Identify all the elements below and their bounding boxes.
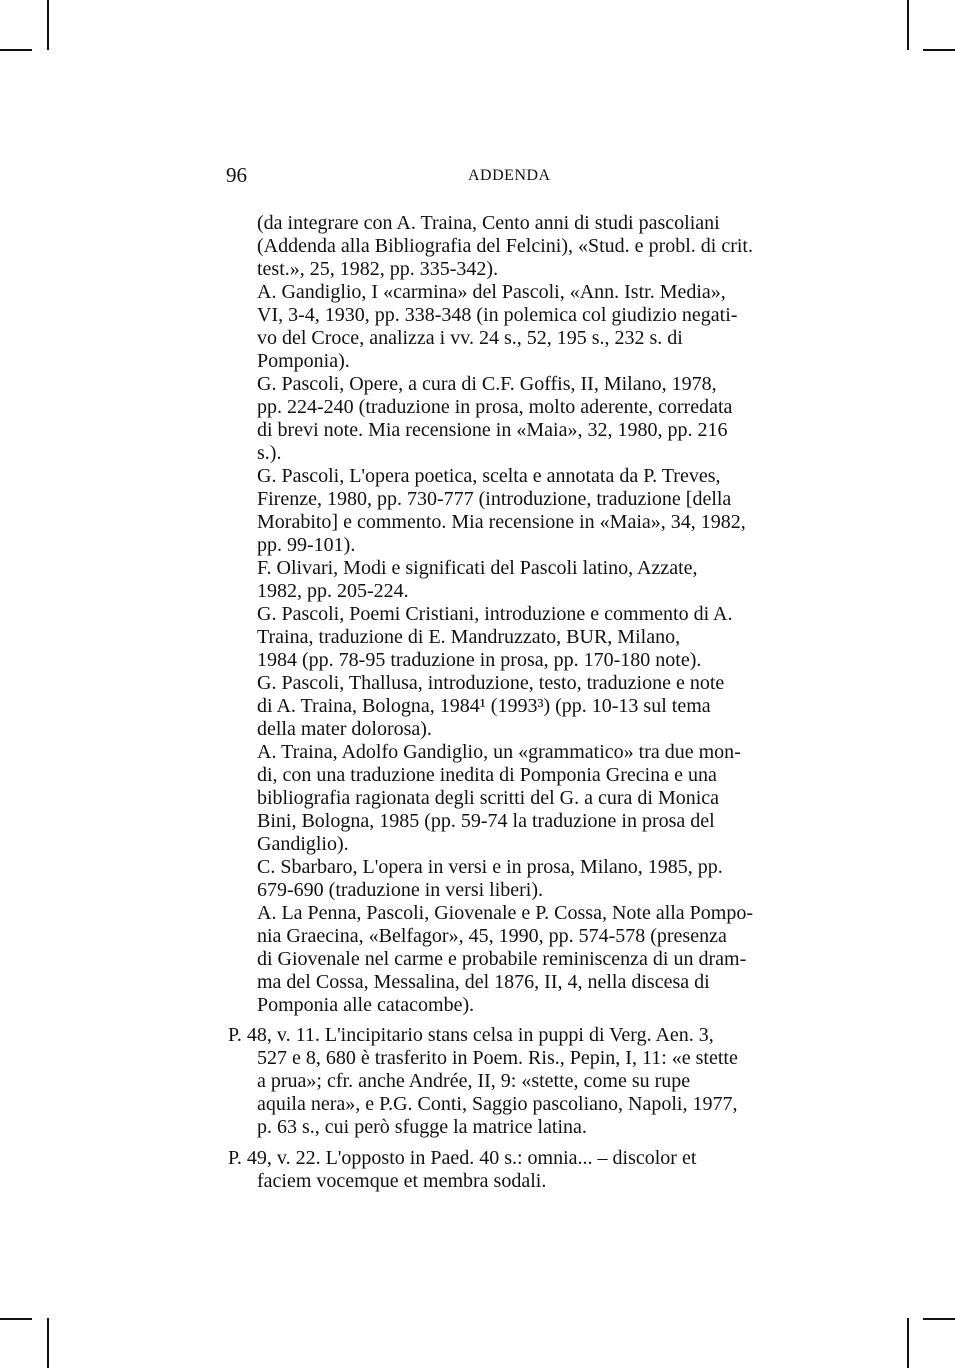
biblio-line: ma del Cossa, Messalina, del 1876, II, 4, nella discesa di: [257, 971, 710, 993]
biblio-line: A. La Penna, Pascoli, Giovenale e P. Cossa, Note alla Pompo-: [257, 902, 754, 924]
biblio-line: di brevi note. Mia recensione in «Maia», 32, 1980, pp. 216: [257, 419, 728, 441]
page-header: [226, 163, 786, 193]
note-line: faciem vocemque et membra sodali.: [257, 1170, 547, 1192]
biblio-line: di, con una traduzione inedita di Pomponia Grecina e una: [257, 764, 717, 786]
note-line: aquila nera», e P.G. Conti, Saggio pascoliano, Napoli, 1977,: [257, 1093, 738, 1115]
biblio-line: (Addenda alla Bibliografia del Felcini), «Stud. e probl. di crit.: [257, 235, 753, 257]
crop-mark: [907, 1318, 909, 1368]
note-line: a prua»; cfr. anche Andrée, II, 9: «stette, come su rupe: [257, 1070, 691, 1092]
running-head: ADDENDA: [468, 167, 551, 184]
biblio-line: 1982, pp. 205-224.: [257, 580, 409, 602]
biblio-line: bibliografia ragionata degli scritti del G. a cura di Monica: [257, 787, 720, 809]
biblio-line: pp. 99-101).: [257, 534, 356, 556]
biblio-line: 679-690 (traduzione in versi liberi).: [257, 879, 544, 901]
biblio-line: Pomponia alle catacombe).: [257, 994, 475, 1016]
crop-mark: [923, 1318, 955, 1320]
biblio-line: Bini, Bologna, 1985 (pp. 59-74 la traduzione in prosa del: [257, 810, 715, 832]
biblio-line: G. Pascoli, Poemi Cristiani, introduzione e commento di A.: [257, 603, 733, 625]
biblio-line: F. Olivari, Modi e significati del Pascoli latino, Azzate,: [257, 557, 698, 579]
biblio-line: Gandiglio).: [257, 833, 349, 855]
biblio-line: A. Traina, Adolfo Gandiglio, un «grammatico» tra due mon-: [257, 741, 741, 763]
biblio-line: VI, 3-4, 1930, pp. 338-348 (in polemica col giudizio negati-: [257, 304, 738, 326]
crop-mark: [0, 49, 32, 51]
biblio-line: (da integrare con A. Traina, Cento anni di studi pascoliani: [257, 212, 720, 234]
crop-mark: [907, 0, 909, 50]
biblio-line: G. Pascoli, Thallusa, introduzione, testo, traduzione e note: [257, 672, 725, 694]
page-number: 96: [226, 163, 247, 187]
note-line: 527 e 8, 680 è trasferito in Poem. Ris., Pepin, I, 11: «e stette: [257, 1047, 738, 1069]
note-line: P. 49, v. 22. L'opposto in Paed. 40 s.: omnia... – discolor et: [228, 1147, 697, 1169]
biblio-line: G. Pascoli, Opere, a cura di C.F. Goffis, II, Milano, 1978,: [257, 373, 717, 395]
crop-mark: [923, 49, 955, 51]
crop-mark: [0, 1318, 32, 1320]
biblio-line: C. Sbarbaro, L'opera in versi e in prosa, Milano, 1985, pp.: [257, 856, 723, 878]
crop-mark: [47, 0, 49, 50]
biblio-line: Firenze, 1980, pp. 730-777 (introduzione, traduzione [della: [257, 488, 732, 510]
biblio-line: nia Graecina, «Belfagor», 45, 1990, pp. 574-578 (presenza: [257, 925, 727, 947]
biblio-line: di A. Traina, Bologna, 1984¹ (1993³) (pp. 10-13 sul tema: [257, 695, 711, 717]
biblio-line: Pomponia).: [257, 350, 350, 372]
biblio-line: 1984 (pp. 78-95 traduzione in prosa, pp. 170-180 note).: [257, 649, 702, 671]
biblio-line: Morabito] e commento. Mia recensione in «Maia», 34, 1982,: [257, 511, 746, 533]
biblio-line: Traina, traduzione di E. Mandruzzato, BUR, Milano,: [257, 626, 681, 648]
biblio-line: vo del Croce, analizza i vv. 24 s., 52, 195 s., 232 s. di: [257, 327, 683, 349]
biblio-line: della mater dolorosa).: [257, 718, 432, 740]
crop-mark: [47, 1318, 49, 1368]
note-line: p. 63 s., cui però sfugge la matrice latina.: [257, 1116, 587, 1138]
biblio-line: test.», 25, 1982, pp. 335-342).: [257, 258, 499, 280]
biblio-line: A. Gandiglio, I «carmina» del Pascoli, «Ann. Istr. Media»,: [257, 281, 726, 303]
biblio-line: pp. 224-240 (traduzione in prosa, molto aderente, corredata: [257, 396, 733, 418]
biblio-line: s.).: [257, 442, 282, 464]
biblio-line: di Giovenale nel carme e probabile reminiscenza di un dram-: [257, 948, 747, 970]
biblio-line: G. Pascoli, L'opera poetica, scelta e annotata da P. Treves,: [257, 465, 721, 487]
note-line: P. 48, v. 11. L'incipitario stans celsa in puppi di Verg. Aen. 3,: [228, 1024, 714, 1046]
